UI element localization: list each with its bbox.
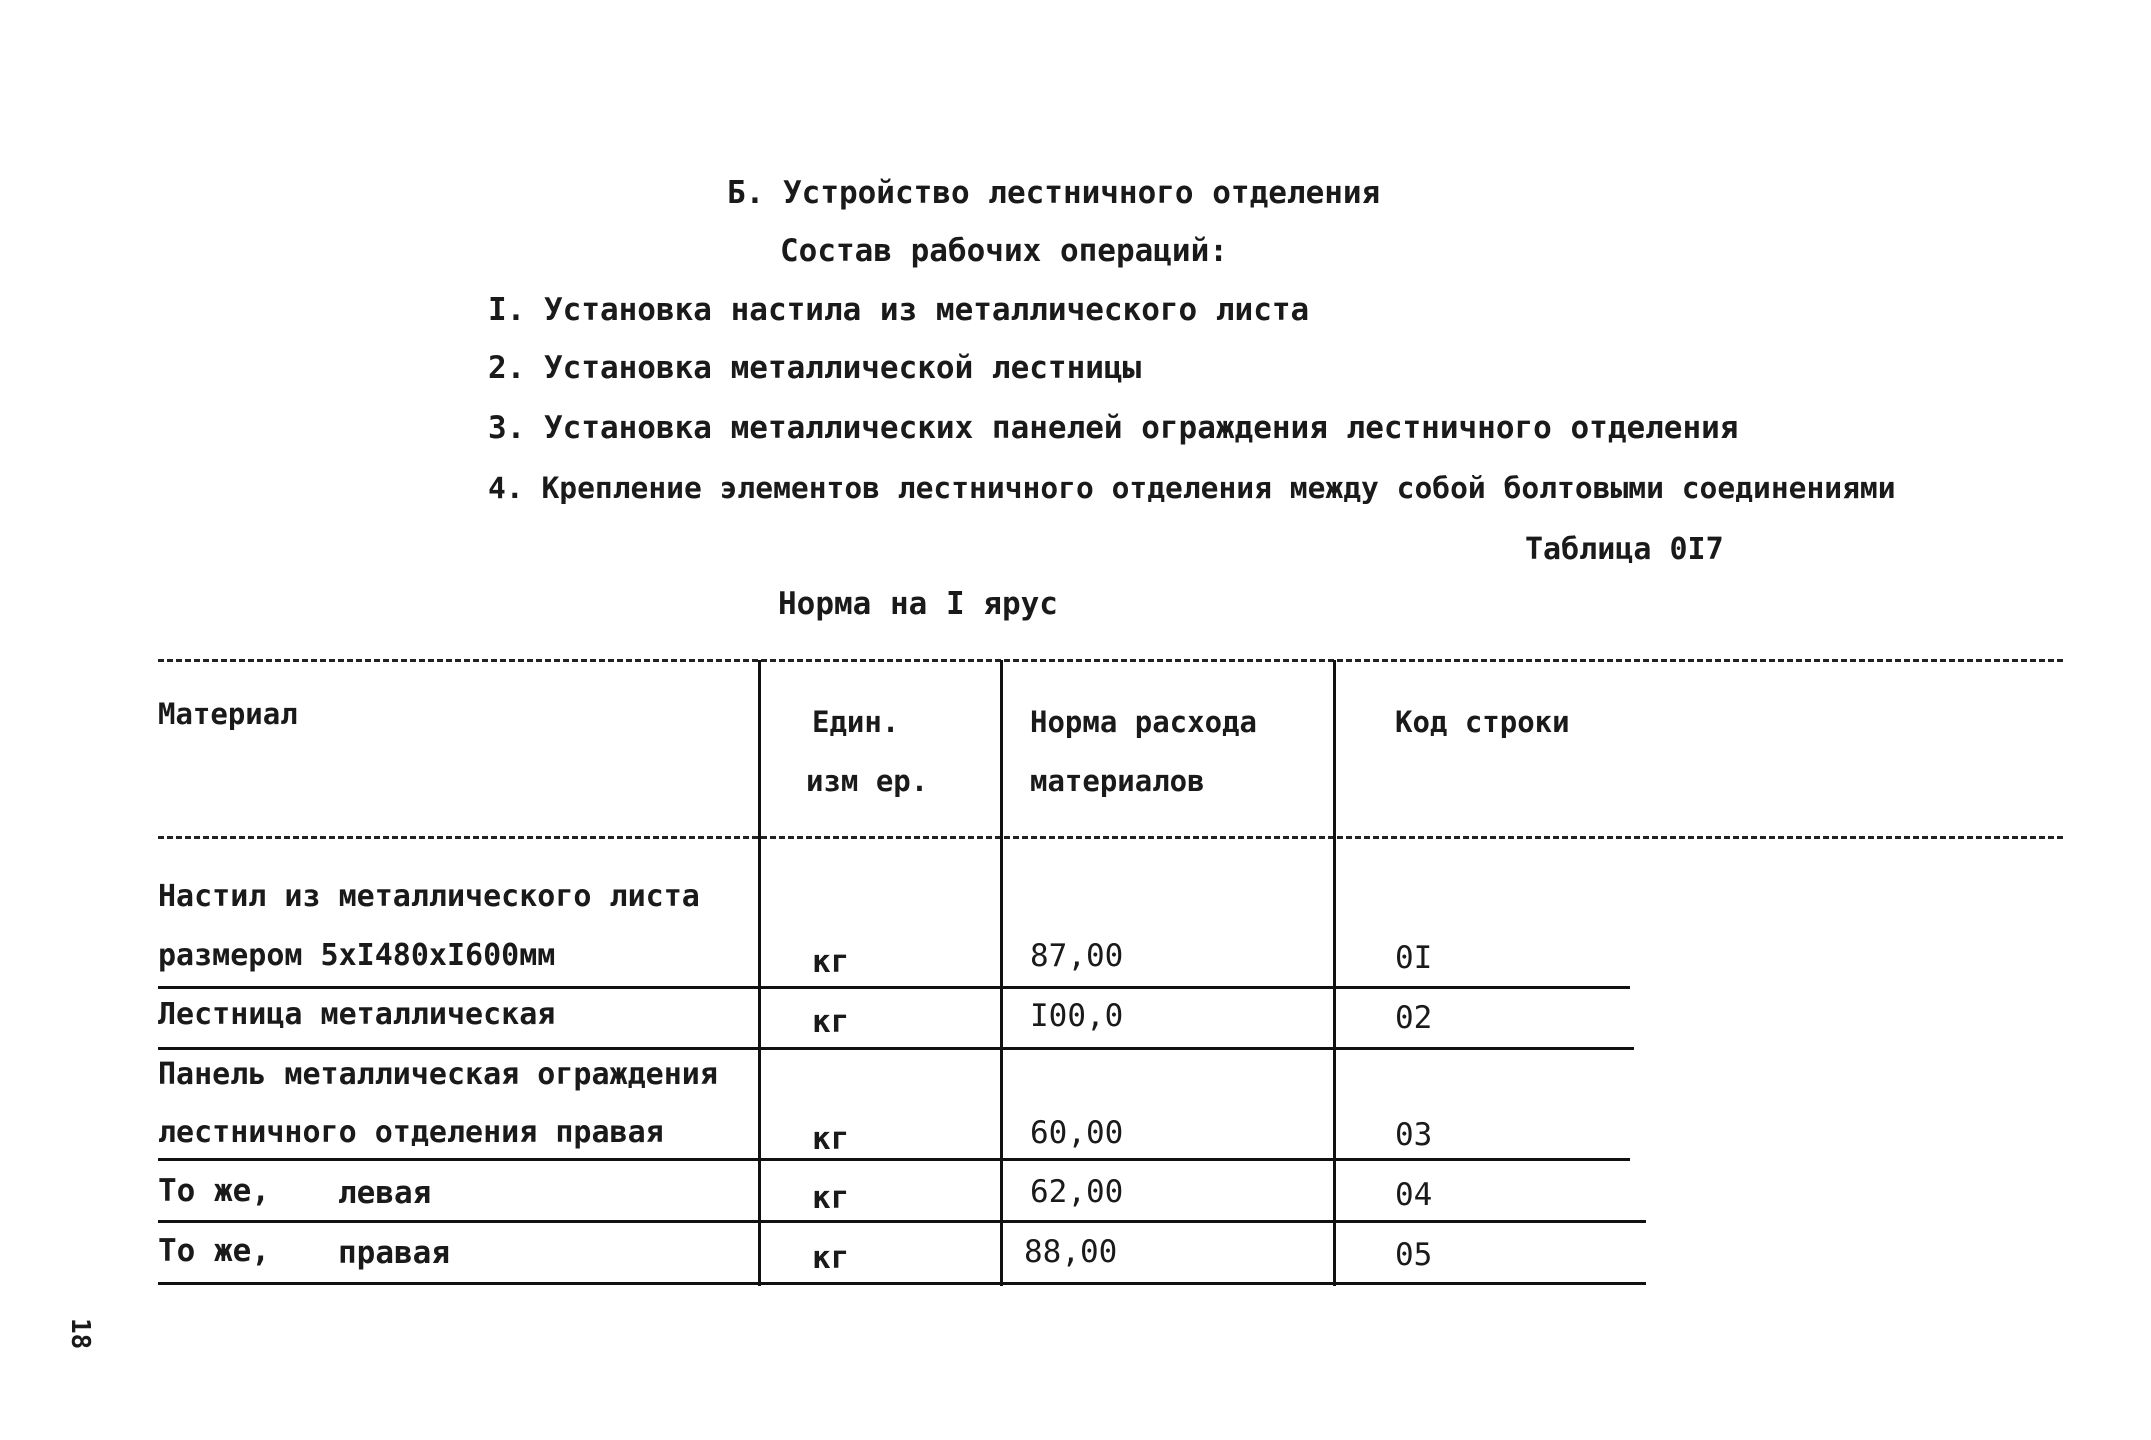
header-material: Материал [158, 697, 298, 731]
operation-1: I. Установка настила из металлического листа [488, 292, 1310, 328]
row-divider-3 [158, 1158, 1630, 1161]
header-code: Код строки [1395, 705, 1570, 739]
page-number: 18 [65, 1318, 95, 1350]
row-4-material: То же, [158, 1173, 270, 1209]
table-bottom-rule [158, 1282, 1646, 1285]
row-5-material-detail: правая [338, 1235, 450, 1271]
row-divider-2 [158, 1047, 1634, 1050]
subtitle: Состав рабочих операций: [780, 233, 1228, 269]
row-2-norm: I00,0 [1030, 998, 1124, 1034]
norm-caption: Норма на I ярус [778, 586, 1058, 622]
row-4-unit: кг [812, 1180, 850, 1216]
header-bottom-rule [158, 836, 2063, 839]
row-4-code: 04 [1395, 1177, 1433, 1213]
table-top-rule [158, 659, 2063, 662]
operation-4: 4. Крепление элементов лестничного отделения между собой болтовыми соединениями [488, 471, 1896, 505]
row-1-norm: 87,00 [1030, 938, 1124, 974]
row-1-code: 0I [1395, 940, 1433, 976]
row-3-unit: кг [812, 1121, 850, 1157]
row-1-material-line2: размером 5xI480xI600мм [158, 938, 556, 973]
row-3-code: 03 [1395, 1117, 1433, 1153]
row-2-unit: кг [812, 1004, 850, 1040]
operation-2: 2. Установка металлической лестницы [488, 350, 1142, 386]
operation-3: 3. Установка металлических панелей ограждения лестничного отделения [488, 410, 1739, 446]
column-divider-1 [758, 660, 761, 1286]
table-label: Таблица 0I7 [1525, 532, 1724, 567]
row-2-code: 02 [1395, 1000, 1433, 1036]
row-5-norm: 88,00 [1024, 1234, 1118, 1270]
section-title: Б. Устройство лестничного отделения [727, 175, 1381, 211]
header-unit: Един. [812, 705, 900, 739]
row-1-unit: кг [812, 944, 850, 980]
row-divider-4 [158, 1220, 1646, 1223]
row-divider-1 [158, 986, 1630, 989]
header-unit-line2: изм ер. [806, 764, 929, 798]
column-divider-2 [1000, 660, 1003, 1286]
row-3-norm: 60,00 [1030, 1115, 1124, 1151]
row-5-unit: кг [812, 1240, 850, 1276]
row-3-material-line2: лестничного отделения правая [158, 1115, 664, 1150]
row-5-material: То же, [158, 1233, 270, 1269]
row-4-material-detail: левая [338, 1175, 432, 1211]
header-norm-line2: материалов [1030, 764, 1205, 798]
row-5-code: 05 [1395, 1237, 1433, 1273]
column-divider-3 [1333, 660, 1336, 1286]
row-4-norm: 62,00 [1030, 1174, 1124, 1210]
row-1-material: Настил из металлического листа [158, 879, 700, 914]
header-norm: Норма расхода [1030, 705, 1257, 739]
row-3-material: Панель металлическая ограждения [158, 1057, 718, 1092]
row-2-material: Лестница металлическая [158, 997, 556, 1032]
